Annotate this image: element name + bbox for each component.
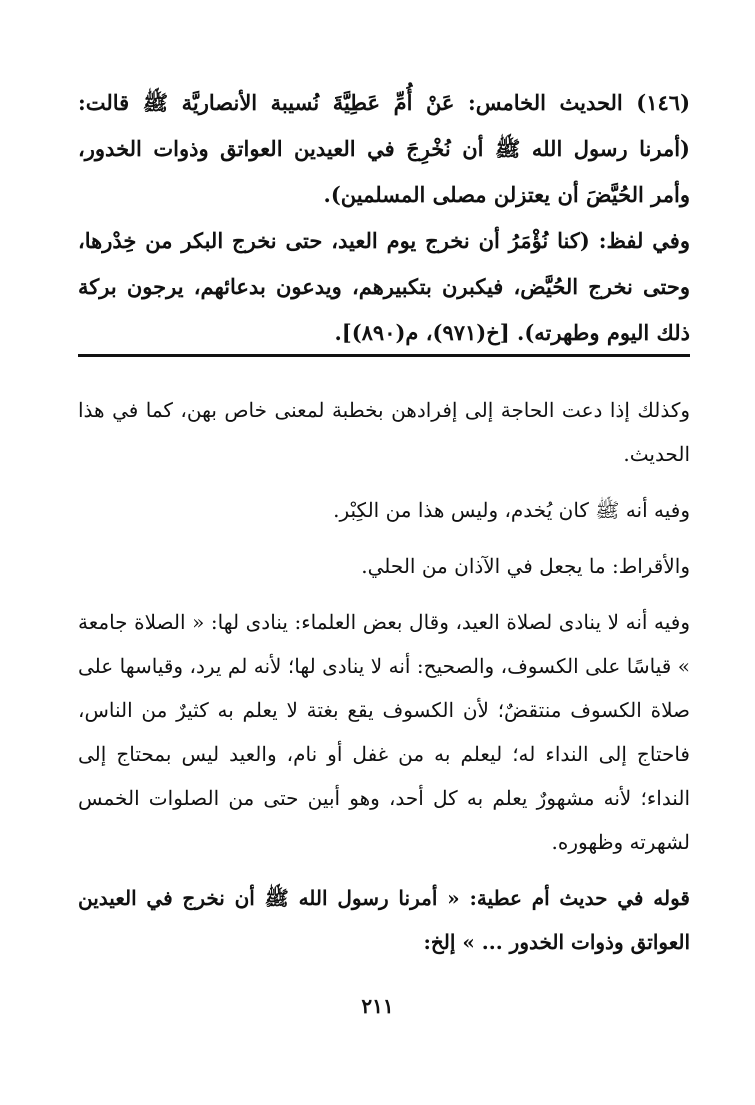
commentary-paragraph: وفيه أنه لا ينادى لصلاة العيد، وقال بعض العلماء: ينادى لها: « الصلاة جامعة » قياسًا على الكسوف، والصحيح: أنه لا ينادى لها؛ لأنه لم يرد، وقياسها على صلاة الكسوف منتقضٌ؛ لأن الكسوف يقع بغتة لا يعلم به كثيرٌ من الناس، فاحتاج إلى النداء له؛ ليعلم به من غفل أو نام، والعيد ليس بمحتاج إلى النداء؛ لأنه مشهورٌ يعلم به كل أحد، وهو أبين حتى من الصلوات الخمس لشهرته وظهوره. <box>78 610 690 854</box>
commentary-paragraph: والأقراط: ما يجعل في الآذان من الحلي. <box>361 554 690 578</box>
hadith-alternate-wording: وفي لفظ: (كنا نُؤْمَرُ أن نخرج يوم العيد، حتى نخرج البكر من خِدْرها، وحتى نخرج الحُيَّض، فيكبرن بتكبيرهم، ويدعون بدعائهم، يرجون بركة ذلك اليوم وطهرته). [خ(٩٧١)، م(٨٩٠)]. <box>78 228 690 345</box>
commentary-block <box>78 388 690 964</box>
commentary-paragraph: وكذلك إذا دعت الحاجة إلى إفرادهن بخطبة لمعنى خاص بهن، كما في هذا الحديث. <box>78 398 690 466</box>
separator-rule <box>78 354 690 357</box>
commentary-heading-quote: قوله في حديث أم عطية: « أمرنا رسول الله ﷺ أن نخرج في العيدين العواتق وذوات الخدور ... » إلخ: <box>78 886 690 954</box>
page-number: ٢١١ <box>361 994 394 1018</box>
hadith-paragraph: (١٤٦) الحديث الخامس: عَنْ أُمِّ عَطِيَّةَ نُسيبة الأنصاريَّة ﷺ قالت: (أمرنا رسول الله ﷺ أن نُخْرِجَ في العيدين العواتق وذوات الخدور، وأمر الحُيَّضَ أن يعتزلن مصلى المسلمين). <box>78 90 690 207</box>
hadith-text-block <box>78 80 690 356</box>
commentary-paragraph: وفيه أنه ﷺ كان يُخدم، وليس هذا من الكِبْر. <box>333 498 690 522</box>
